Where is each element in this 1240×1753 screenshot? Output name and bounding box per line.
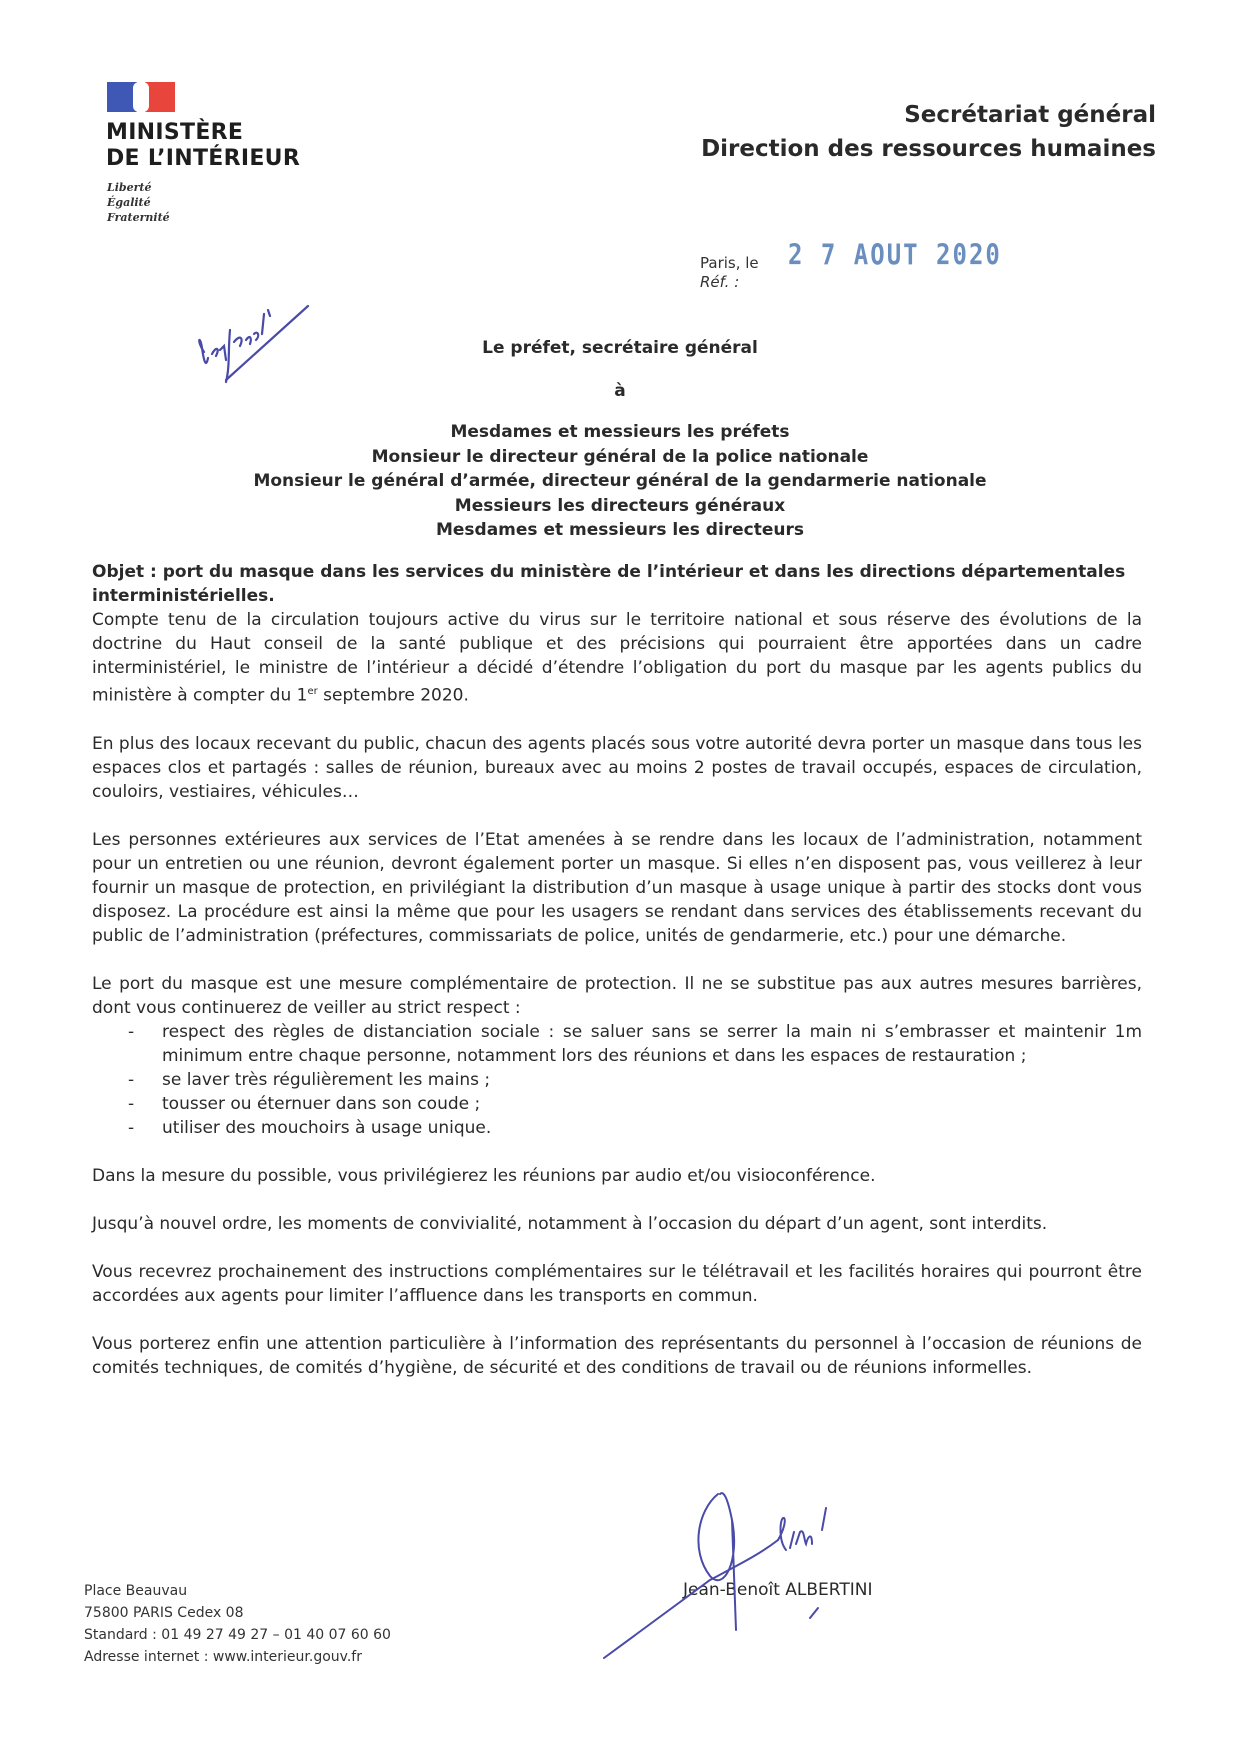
list-item-text: respect des règles de distanciation sociale : se saluer sans se serrer la main ni s’embrasser et maintenir 1m minimum entre chaque personne, notamment lors des réunions et dans les espaces de restauration ; [162,1021,1142,1066]
ministry-name [106,120,300,172]
list-item [92,1116,1142,1140]
motto-liberte: Liberté [107,181,152,194]
ministry-line-1: MINISTÈRE [106,120,244,145]
bullet-dash: - [128,1093,135,1114]
marianne-profile [133,82,149,112]
recipient: Monsieur le directeur général de la police nationale [371,446,869,467]
recipient: Messieurs les directeurs généraux [454,495,786,516]
paragraph-3: Les personnes extérieures aux services de l’Etat amenées à se rendre dans les locaux de l’administration, notamment pour un entretien ou une réunion, devront également porter un masque. Si elles n’en disposent pas, vous veillerez à leur fournir un masque de protection, en privilégiant la distribution d’un masque à usage unique à partir des stocks dont vous disposez. La procédure est ainsi la même que pour les usagers se rendant dans services des établissements recevant du public de l’administration (préfectures, commissariats de police, unités de gendarmerie, etc.) pour une démarche. [92,829,1142,946]
subject-line: Objet : port du masque dans les services du ministère de l’intérieur et dans les directions départementales interministérielles. [92,562,1126,606]
signer-name: Jean-Benoît ALBERTINI [683,1580,873,1600]
footer-website-link[interactable]: Adresse internet : www.interieur.gouv.fr [84,1649,362,1665]
department-header [701,98,1156,166]
list-item [92,1020,1142,1068]
sender-title: Le préfet, secrétaire général [482,338,758,358]
paragraph-1-end: septembre 2020. [317,685,469,706]
bullet-dash: - [128,1021,135,1042]
ordinal-superscript: er [307,686,318,697]
list-item [92,1092,1142,1116]
motto-fraternite: Fraternité [107,211,170,224]
recipient: Monsieur le général d’armée, directeur général de la gendarmerie nationale [253,471,987,491]
list-item [92,1068,1142,1092]
paragraph-8: Vous porterez enfin une attention particulière à l’information des représentants du personnel à l’occasion de réunions de comités techniques, de comités d’hygiène, de sécurité et des conditions de travail ou de réunions informelles. [92,1333,1142,1378]
footer-phone: Standard : 01 49 27 49 27 – 01 40 07 60 60 [84,1627,391,1643]
recipient: Mesdames et messieurs les directeurs [435,520,805,540]
paragraph-2: En plus des locaux recevant du public, chacun des agents placés sous votre autorité devra porter un masque dans tous les espaces clos et partagés : salles de réunion, bureaux avec au moins 2 postes de travail occupés, espaces de circulation, couloirs, vestiaires, véhicules… [92,733,1142,802]
list-item-text: utiliser des mouchoirs à usage unique. [162,1117,492,1138]
list-item-text: se laver très régulièrement les mains ; [162,1069,491,1090]
marianne-logo-icon [107,82,175,112]
recipient: Mesdames et messieurs les préfets [450,422,790,442]
footer-address-line-2: 75800 PARIS Cedex 08 [84,1605,244,1621]
list-item-text: tousser ou éternuer dans son coude ; [162,1093,481,1114]
letter-body [92,560,1142,1404]
barrier-measures-list [92,1020,1142,1140]
paragraph-6: Jusqu’à nouvel ordre, les moments de convivialité, notamment à l’occasion du départ d’un agent, sont interdits. [92,1213,1048,1234]
date-stamp: 2 7 AOUT 2020 [788,238,1002,272]
reference-label: Réf. : [700,273,740,291]
republic-motto [107,180,170,225]
footer-contact [84,1580,391,1668]
bullet-dash: - [128,1069,135,1090]
place-label: Paris, le [700,254,759,272]
bullet-dash: - [128,1117,135,1138]
recipients-list [0,420,1240,543]
paragraph-1 [92,608,1142,708]
footer-address-line-1: Place Beauvau [84,1583,188,1599]
motto-egalite: Égalité [107,196,151,209]
paragraph-4: Le port du masque est une mesure complémentaire de protection. Il ne se substitue pas aux autres mesures barrières, dont vous continuerez de veiller au strict respect : [92,973,1142,1018]
paragraph-5: Dans la mesure du possible, vous privilégierez les réunions par audio et/ou visioconférence. [92,1165,876,1186]
department-line-2: Direction des ressources humaines [701,136,1156,162]
handwritten-signature-icon [600,1480,900,1680]
paragraph-1-text: Compte tenu de la circulation toujours active du virus sur le territoire national et sous réserve des évolutions de la doctrine du Haut conseil de la santé publique et des précisions qui pourraient être apportées dans un cadre interministériel, le ministre de l’intérieur a décidé d’étendre l’obligation du port du masque par les agents publics du ministère à compter du 1 [92,610,1142,706]
department-line-1: Secrétariat général [904,102,1156,128]
to-word: à [614,381,626,401]
flag-red-band [145,82,175,112]
ministry-line-2: DE L’INTÉRIEUR [106,146,301,171]
paragraph-7: Vous recevrez prochainement des instructions complémentaires sur le télétravail et les facilités horaires qui pourront être accordées aux agents pour limiter l’affluence dans les transports en commun. [92,1261,1142,1306]
